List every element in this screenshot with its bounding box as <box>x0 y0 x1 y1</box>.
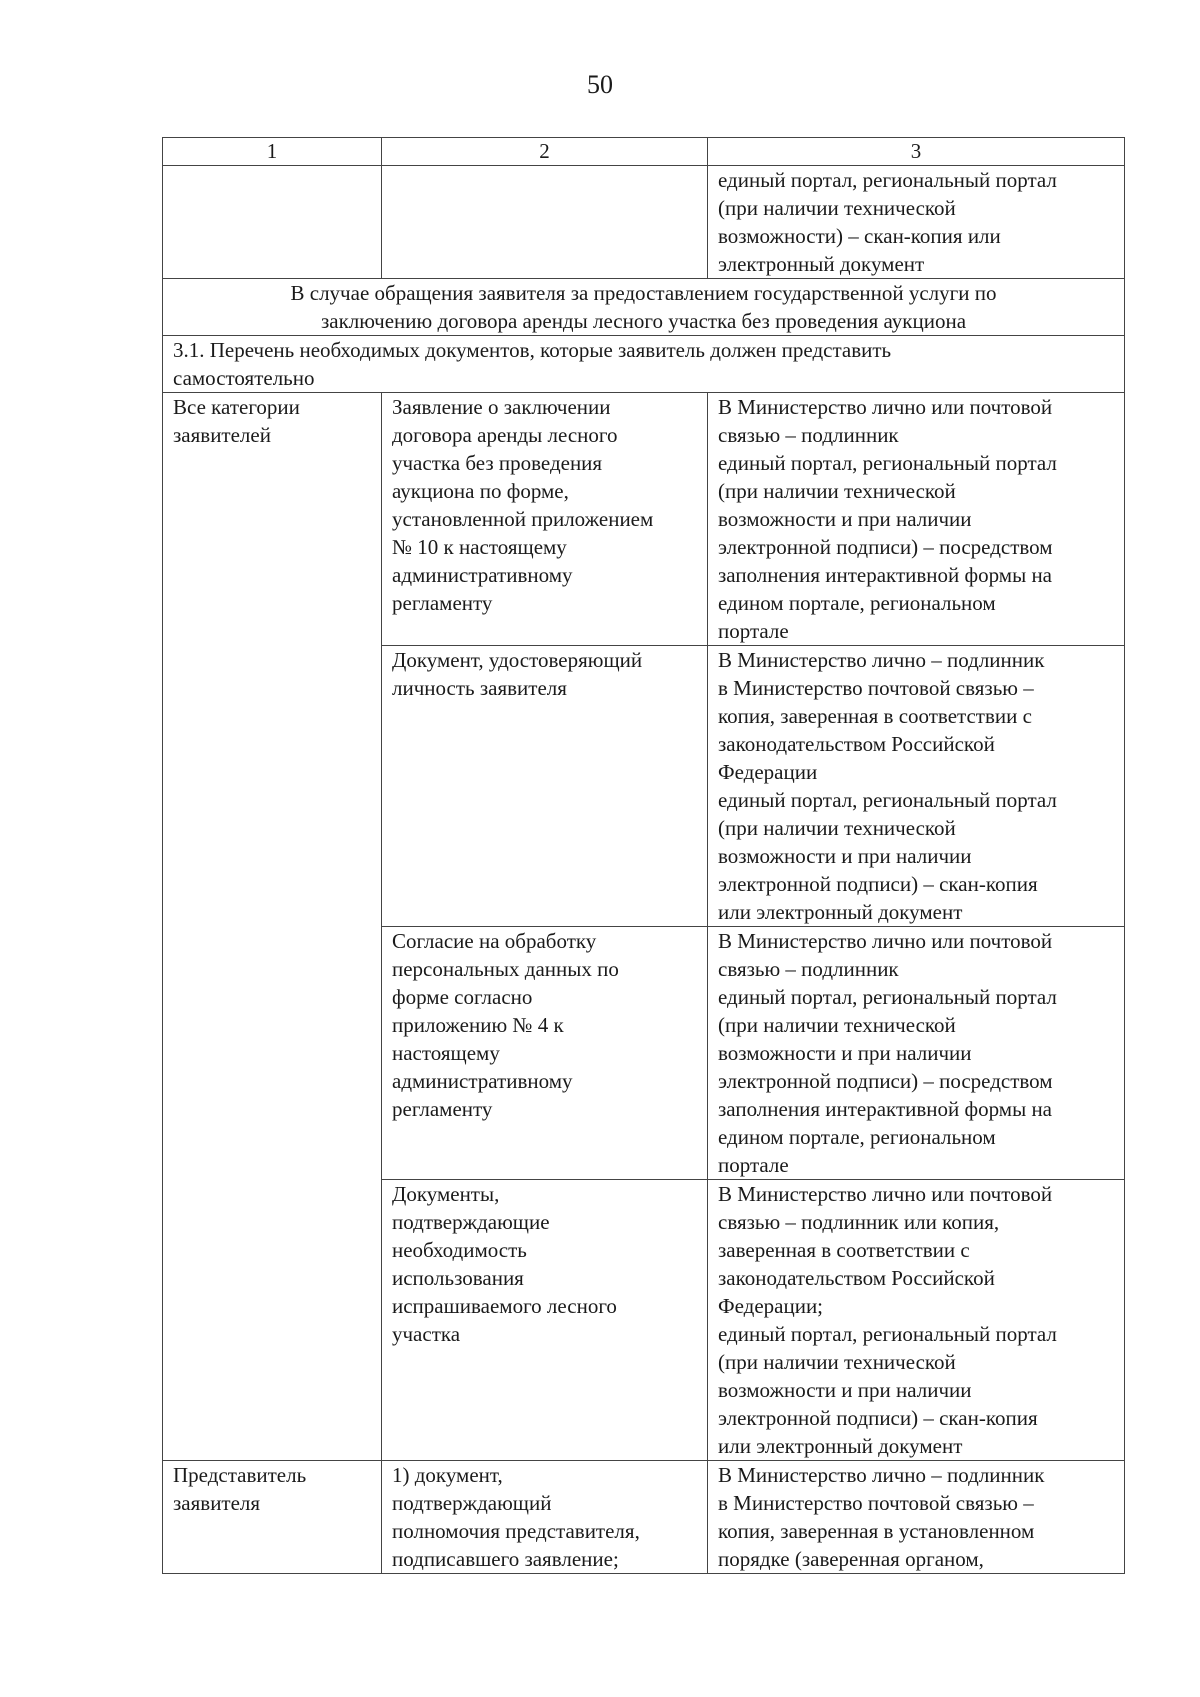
text-line: Документы, <box>392 1182 500 1206</box>
text-line: административному <box>392 1069 573 1093</box>
text-line: использования <box>392 1266 524 1290</box>
submission-method-cell <box>708 393 1125 646</box>
text-line: связью – подлинник <box>718 957 899 981</box>
text-line: в Министерство почтовой связью – <box>718 676 1034 700</box>
text-line: В Министерство лично – подлинник <box>718 1463 1045 1487</box>
header-cell-1: 1 <box>163 138 382 166</box>
text-line: в Министерство почтовой связью – <box>718 1491 1034 1515</box>
documents-table <box>162 137 1125 1574</box>
text-line: портале <box>718 1153 789 1177</box>
text-line: подтверждающий <box>392 1491 552 1515</box>
text-line: Представитель <box>173 1463 307 1487</box>
applicant-category-cell <box>163 1461 382 1574</box>
text-line: или электронный документ <box>718 900 963 924</box>
text-line: В Министерство лично или почтовой <box>718 1182 1053 1206</box>
text-line: подписавшего заявление; <box>392 1547 619 1571</box>
text-line: регламенту <box>392 591 493 615</box>
section-title <box>163 279 1125 336</box>
applicant-category-cell <box>163 393 382 1461</box>
text-line: Федерации <box>718 760 818 784</box>
text-line: или электронный документ <box>718 1434 963 1458</box>
text-line: возможности и при наличии <box>718 1041 972 1065</box>
text-line: копия, заверенная в соответствии с <box>718 704 1032 728</box>
table-row <box>163 166 1125 279</box>
subsection-title-row <box>163 336 1125 393</box>
text-line: № 10 к настоящему <box>392 535 567 559</box>
text-line: Все категории <box>173 395 300 419</box>
text-line: единый портал, региональный портал <box>718 451 1057 475</box>
text-line: приложению № 4 к <box>392 1013 564 1037</box>
text-line: связью – подлинник или копия, <box>718 1210 1000 1234</box>
text-line: Согласие на обработку <box>392 929 597 953</box>
text-line: необходимость <box>392 1238 527 1262</box>
text-line: заполнения интерактивной формы на <box>718 563 1053 587</box>
text-line: электронной подписи) – скан-копия <box>718 1406 1038 1430</box>
text-line: копия, заверенная в установленном <box>718 1519 1035 1543</box>
text-line: (при наличии технической <box>718 196 956 220</box>
document-cell <box>382 646 708 927</box>
text-line: (при наличии технической <box>718 816 956 840</box>
text-line: электронной подписи) – посредством <box>718 1069 1053 1093</box>
text-line: возможности и при наличии <box>718 844 972 868</box>
text-line: портале <box>718 619 789 643</box>
submission-method-cell <box>708 927 1125 1180</box>
text-line: возможности и при наличии <box>718 507 972 531</box>
empty-cell <box>163 166 382 279</box>
text-line: Федерации; <box>718 1294 824 1318</box>
text-line: единый портал, региональный портал <box>718 788 1057 812</box>
text-line: подтверждающие <box>392 1210 550 1234</box>
subsection-title <box>163 336 1125 393</box>
text-line: (при наличии технической <box>718 1350 956 1374</box>
section-title-row <box>163 279 1125 336</box>
text-line: единый портал, региональный портал <box>718 1322 1057 1346</box>
text-line: заверенная в соответствии с <box>718 1238 970 1262</box>
text-line: персональных данных по <box>392 957 619 981</box>
text-line: установленной приложением <box>392 507 654 531</box>
text-line: едином портале, региональном <box>718 591 996 615</box>
text-line: Заявление о заключении <box>392 395 611 419</box>
table-header-row <box>163 138 1125 166</box>
text-line: (при наличии технической <box>718 1013 956 1037</box>
text-line: административному <box>392 563 573 587</box>
text-line: В Министерство лично – подлинник <box>718 648 1045 672</box>
text-line: В случае обращения заявителя за предоставлением государственной услуги по <box>290 281 997 305</box>
text-line: порядке (заверенная органом, <box>718 1547 984 1571</box>
text-line: форме согласно <box>392 985 533 1009</box>
text-line: полномочия представителя, <box>392 1519 640 1543</box>
text-line: законодательством Российской <box>718 1266 995 1290</box>
text-line: заявителя <box>173 1491 261 1515</box>
document-cell <box>382 927 708 1180</box>
text-line: электронный документ <box>718 252 925 276</box>
text-line: электронной подписи) – скан-копия <box>718 872 1038 896</box>
text-line: (при наличии технической <box>718 479 956 503</box>
text-line: заполнения интерактивной формы на <box>718 1097 1053 1121</box>
text-line: регламенту <box>392 1097 493 1121</box>
text-line: 1) документ, <box>392 1463 503 1487</box>
text-line: возможности и при наличии <box>718 1378 972 1402</box>
text-line: участка без проведения <box>392 451 603 475</box>
submission-method-cell <box>708 166 1125 279</box>
text-line: законодательством Российской <box>718 732 995 756</box>
submission-method-cell <box>708 646 1125 927</box>
text-line: В Министерство лично или почтовой <box>718 929 1053 953</box>
text-line: электронной подписи) – посредством <box>718 535 1053 559</box>
text-line: самостоятельно <box>173 366 315 390</box>
document-cell <box>382 393 708 646</box>
document-cell <box>382 1180 708 1461</box>
text-line: возможности) – скан-копия или <box>718 224 1001 248</box>
text-line: 3.1. Перечень необходимых документов, которые заявитель должен представить <box>173 338 892 362</box>
text-line: договора аренды лесного <box>392 423 618 447</box>
empty-cell <box>382 166 708 279</box>
header-cell-3: 3 <box>708 138 1125 166</box>
text-line: заявителей <box>173 423 271 447</box>
text-line: личность заявителя <box>392 676 567 700</box>
submission-method-cell <box>708 1461 1125 1574</box>
text-line: заключению договора аренды лесного участка без проведения аукциона <box>320 309 967 333</box>
text-line: связью – подлинник <box>718 423 899 447</box>
page-number: 50 <box>587 70 613 99</box>
text-line: едином портале, региональном <box>718 1125 996 1149</box>
text-line: участка <box>392 1322 461 1346</box>
text-line: испрашиваемого лесного <box>392 1294 617 1318</box>
text-line: аукциона по форме, <box>392 479 569 503</box>
text-line: единый портал, региональный портал <box>718 985 1057 1009</box>
text-line: В Министерство лично или почтовой <box>718 395 1053 419</box>
document-cell <box>382 1461 708 1574</box>
header-cell-2: 2 <box>382 138 708 166</box>
table-row <box>163 393 1125 646</box>
text-line: настоящему <box>392 1041 500 1065</box>
text-line: Документ, удостоверяющий <box>392 648 643 672</box>
table-row <box>163 1461 1125 1574</box>
text-line: единый портал, региональный портал <box>718 168 1057 192</box>
submission-method-cell <box>708 1180 1125 1461</box>
